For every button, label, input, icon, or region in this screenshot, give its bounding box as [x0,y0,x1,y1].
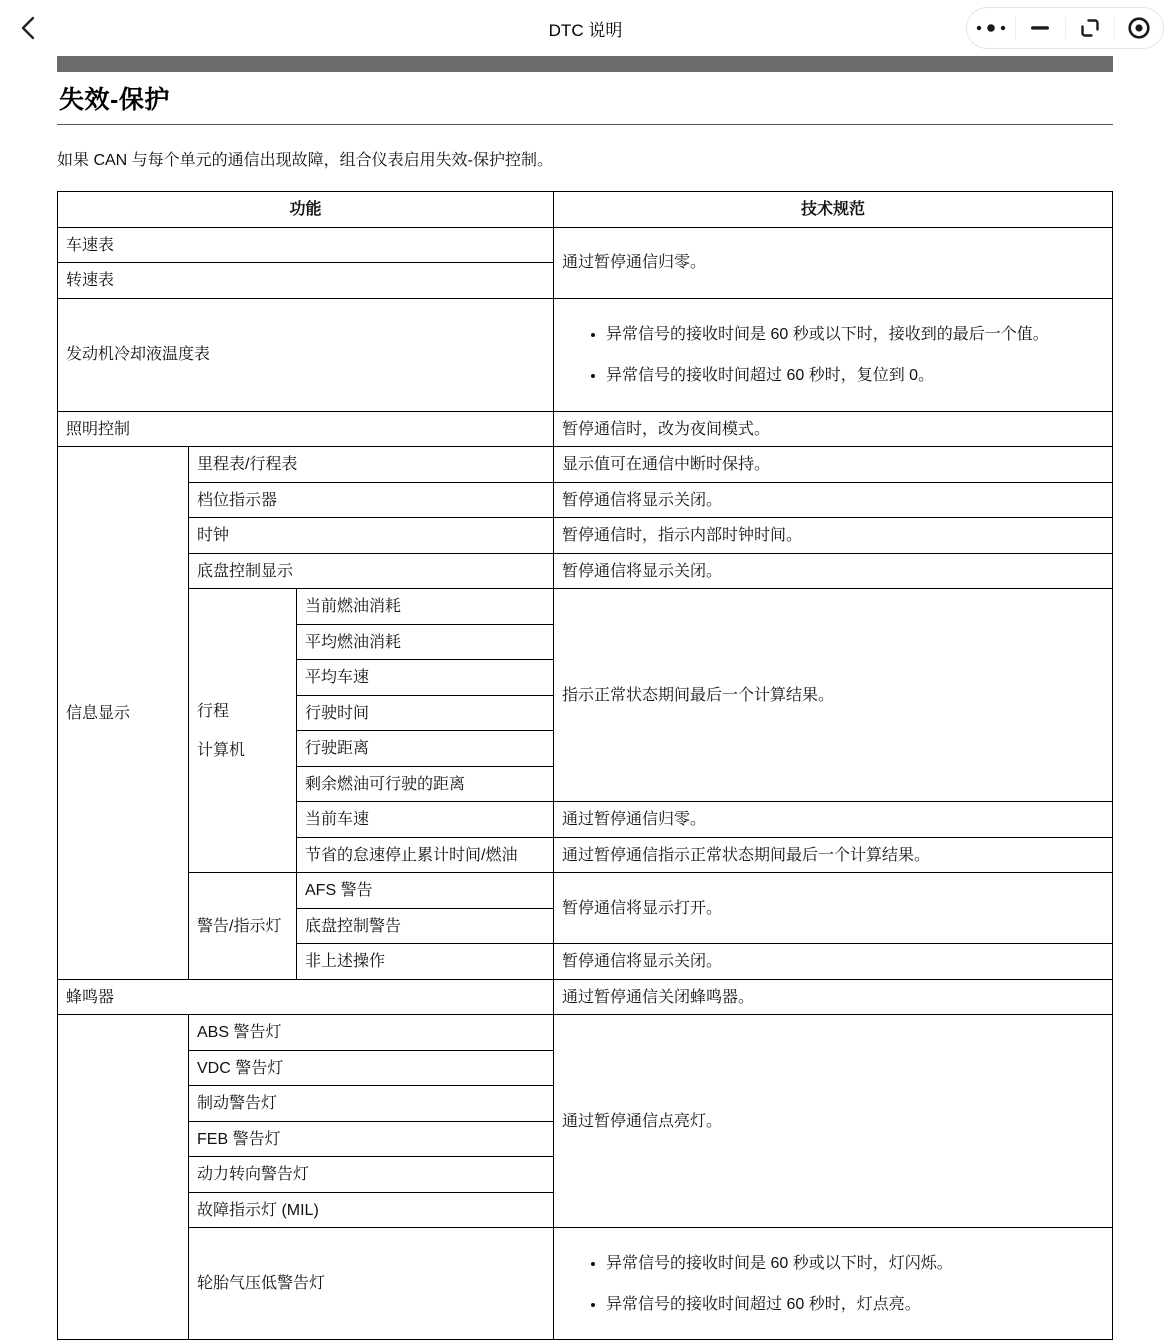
cell-current-speed: 当前车速 [297,802,554,838]
tire-spec-list [562,1253,1104,1315]
cell-clock-spec: 暂停通信时，指示内部时钟时间。 [554,518,1113,554]
cell-display-on-spec: 暂停通信将显示打开。 [554,873,1113,944]
pill-divider [1015,17,1016,39]
cell-odometer: 里程表/行程表 [189,447,554,483]
cell-current-fuel: 当前燃油消耗 [297,589,554,625]
column-header-function: 功能 [58,192,554,228]
cell-odometer-spec: 显示值可在通信中断时保持。 [554,447,1113,483]
cell-info-display: 信息显示 [58,447,189,980]
titlebar [0,0,1171,56]
cell-lamp-on-spec: 通过暂停通信点亮灯。 [554,1015,1113,1228]
cell-last-calc-spec: 指示正常状态期间最后一个计算结果。 [554,589,1113,802]
cell-feb-lamp: FEB 警告灯 [189,1121,554,1157]
page-title: 失效-保护 [59,86,170,114]
window-controls-pill [966,7,1164,49]
table-header-row [58,192,1113,228]
list-item: • 异常信号的接收时间是 60 秒或以下时，灯闪烁。 [606,1253,1104,1274]
cell-current-speed-spec: 通过暂停通信归零。 [554,802,1113,838]
intro-text: 如果 CAN 与每个单元的通信出现故障，组合仪表启用失效-保护控制。 [57,152,554,170]
list-item: • 异常信号的接收时间超过 60 秒时，复位到 0。 [606,365,1104,386]
table-row [58,518,1113,554]
table-row [58,1015,1113,1051]
trip-computer-line1: 行程 [197,702,230,720]
list-item: • 异常信号的接收时间是 60 秒或以下时，接收到的最后一个值。 [606,324,1104,345]
cell-afs-warning: AFS 警告 [297,873,554,909]
cell-reset-by-suspend: 通过暂停通信归零。 [554,227,1113,298]
pill-divider [1065,17,1066,39]
table-row [58,873,1113,909]
cell-tire-pressure-lamp: 轮胎气压低警告灯 [189,1228,554,1340]
cell-idle-stop: 节省的怠速停止累计时间/燃油 [297,837,554,873]
table-row [58,589,1113,625]
cell-lighting-spec: 暂停通信时，改为夜间模式。 [554,411,1113,447]
trip-computer-line2: 计算机 [197,741,246,759]
cell-gear-indicator: 档位指示器 [189,482,554,518]
cell-buzzer-spec: 通过暂停通信关闭蜂鸣器。 [554,979,1113,1015]
restore-button[interactable] [1067,8,1113,48]
table-row [58,482,1113,518]
more-button[interactable] [968,8,1014,48]
minimize-icon [1030,25,1050,31]
cell-vdc-lamp: VDC 警告灯 [189,1050,554,1086]
pill-divider [1114,17,1115,39]
failsafe-table [57,191,1113,1340]
cell-chassis-display-spec: 暂停通信将显示关闭。 [554,553,1113,589]
table-row [58,447,1113,483]
table-row [58,411,1113,447]
table-row [58,553,1113,589]
cell-drive-time: 行驶时间 [297,695,554,731]
cell-coolant-spec [554,298,1113,411]
cell-power-steering-lamp: 动力转向警告灯 [189,1157,554,1193]
table-row [58,1228,1113,1340]
heading-block [57,72,1113,125]
document-content [57,56,1113,1340]
cell-avg-speed: 平均车速 [297,660,554,696]
coolant-spec-list [562,324,1104,386]
cell-other-ops: 非上述操作 [297,944,554,980]
cell-chassis-display: 底盘控制显示 [189,553,554,589]
cell-buzzer: 蜂鸣器 [58,979,554,1015]
cell-tire-pressure-spec [554,1228,1113,1340]
cell-lighting-control: 照明控制 [58,411,554,447]
minimize-button[interactable] [1017,8,1063,48]
cell-tachometer: 转速表 [58,263,554,299]
more-dots-icon [974,22,1008,34]
cell-brake-lamp: 制动警告灯 [189,1086,554,1122]
cell-avg-fuel: 平均燃油消耗 [297,624,554,660]
table-row [58,979,1113,1015]
cell-fuel-range: 剩余燃油可行驶的距离 [297,766,554,802]
cell-other-ops-spec: 暂停通信将显示关闭。 [554,944,1113,980]
column-header-spec: 技术规范 [554,192,1113,228]
window-title: DTC 说明 [548,20,623,40]
list-item: • 异常信号的接收时间超过 60 秒时，灯点亮。 [606,1294,1104,1315]
cell-mil-lamp: 故障指示灯 (MIL) [189,1192,554,1228]
cell-abs-lamp: ABS 警告灯 [189,1015,554,1051]
close-button[interactable] [1116,8,1162,48]
top-divider-bar [57,56,1113,72]
cell-drive-distance: 行驶距离 [297,731,554,767]
cell-clock: 时钟 [189,518,554,554]
table-row [58,298,1113,411]
cell-coolant-gauge: 发动机冷却液温度表 [58,298,554,411]
cell-warning-indicator: 警告/指示灯 [189,873,297,980]
cell-chassis-warning: 底盘控制警告 [297,908,554,944]
cell-speedometer: 车速表 [58,227,554,263]
cell-idle-stop-spec: 通过暂停通信指示正常状态期间最后一个计算结果。 [554,837,1113,873]
table-row [58,227,1113,263]
target-close-icon [1126,15,1152,41]
cell-warning-lamp-group [58,1015,189,1340]
cell-gear-spec: 暂停通信将显示关闭。 [554,482,1113,518]
cell-trip-computer [189,589,297,873]
restore-icon [1078,16,1102,40]
